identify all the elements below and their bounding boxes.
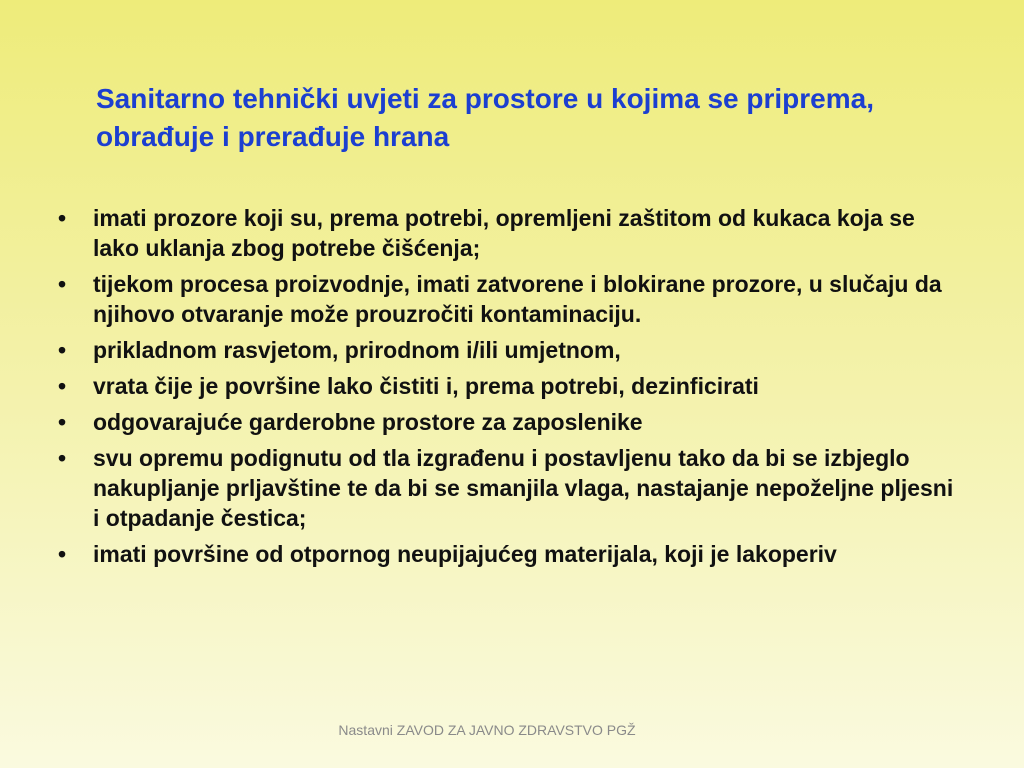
bullet-item-doors: • vrata čije je površine lako čistiti i, prema potrebi, dezinficirati <box>58 371 958 401</box>
slide-title: Sanitarno tehnički uvjeti za prostore u kojima se priprema, obrađuje i prerađuje hrana <box>96 83 874 152</box>
slide-footer: Nastavni ZAVOD ZA JAVNO ZDRAVSTVO PGŽ <box>338 722 636 738</box>
bullet-list <box>58 203 958 575</box>
bullet-item-washable-surfaces: • imati površine od otpornog neupijajućeg materijala, koji je lakoperiv <box>58 539 958 569</box>
bullet-item-closed-windows: • tijekom procesa proizvodnje, imati zatvorene i blokirane prozore, u slučaju da njihovo otvaranje može prouzročiti kontaminaciju. <box>58 269 958 329</box>
bullet-item-changing-rooms: • odgovarajuće garderobne prostore za zaposlenike <box>58 407 958 437</box>
bullet-item-raised-equipment: • svu opremu podignutu od tla izgrađenu i postavljenu tako da bi se izbjeglo nakupljanje prljavštine te da bi se smanjila vlaga, nastajanje nepoželjne pljesni i otpadanje čestica; <box>58 443 958 533</box>
bullet-item-window-insect-screens: • imati prozore koji su, prema potrebi, opremljeni zaštitom od kukaca koja se lako uklanja zbog potrebe čišćenja; <box>58 203 958 263</box>
bullet-item-lighting: • prikladnom rasvjetom, prirodnom i/ili umjetnom, <box>58 335 958 365</box>
